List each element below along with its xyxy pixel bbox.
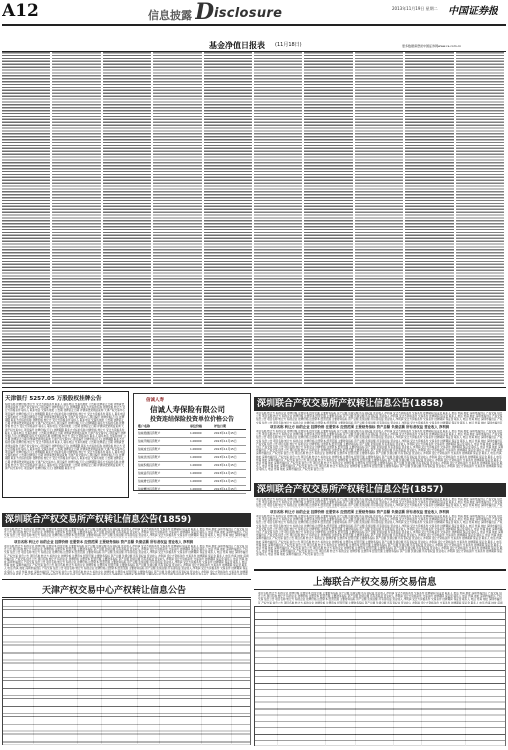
fund-table-column bbox=[405, 52, 453, 385]
insurance-price-row bbox=[138, 462, 246, 470]
tianjin-table-column bbox=[101, 600, 138, 745]
insurance-cell-name: 信诚货币投资账户 bbox=[138, 471, 161, 475]
fund-table-bottom-rule bbox=[2, 387, 506, 388]
tianjin-table bbox=[2, 599, 251, 745]
tianjin-title-rule bbox=[2, 597, 251, 598]
announcement-1858-banner: 深圳联合产权交易所产权转让信息公告(1858) bbox=[254, 397, 506, 411]
page-number: A12 bbox=[2, 1, 39, 21]
insurance-cell-date: 2013年11月15日 bbox=[214, 463, 237, 467]
header-rule bbox=[2, 24, 506, 26]
masthead: 中国证券报 bbox=[448, 6, 498, 17]
insurance-cell-name: 信诚平衡投资账户 bbox=[138, 439, 161, 443]
announcement-1858-body: 项目名称 转让方 标的企业 挂牌价格 注册资本 经营范围 主要财务指标 资产总额 负债总额 所有者权益 营业收入 净利润 受让方资格条件 交易条件 挂牌期间 保证金 联系人 电话 传真 地址 深圳市福田区 产权交易 信息公告 项目名称 转让方 标的企业 挂牌价格 注册资本 经营范围 主要财务指标 资产总额 负债总额 所有者权益 营业收入 净利润 受让方资格条件 交易条件 挂牌期间 保证金 联系人 电话 传真 地址 深圳市福田区 产权交易 信息公告 项目名称 转让方 标的企业 挂牌价格 注册资本 经营范围 主要财务指标 资产总额 负债总额 所有者权益 营业收入 净利润 受让方资格条件 交易条件 挂牌期间 保证金 联系人 电话 传真 地址 深圳市福田区 产权交易 信息公告 项目名称 转让方 标的企业 挂牌价格 注册资本 经营范围 主要财务指标 资产总额 负债总额 所有者权益 营业收入 净利润 受让方资格条件 交易条件 挂牌期间 保证金 联系人 电话 传真 地址 深圳市福田区 产权交易 信息公告 项目名称 转让方 标的企业 挂牌价格 注册资本 经营范围 主要财务指标 资产总额 负债总额 所有者权益 营业收入 净利润 受让方资格条件 交易条件 挂牌期间 保证金 联系人 电话 传真 地址 深圳市福田区 产权交易 信息公告 项目名称 转让方 标的企业 挂牌价格 注册资本 经营范围 主要财务指标 资产总额 负债总额 所有者权益 营业收入 净利润 受让方资格条件 交易条件 挂牌期间 保证金 联系人 电话 传真 地址 深圳市福田区 产权交易 信息公告 项目名称 转让方 标的企业 挂牌价格 注册资本 经营范围 主要财务指标 资产总额 负债总额 所有者权益 营业收入 净利润 受让方资格条件 交易条件 挂牌期间 保证金 联系人 电话 传真 地址 深圳市福田区 产权交易 信息公告 项目名称 转让方 标的企业 挂牌价格 注册资本 经营范围 主要财务指标 资产总额 负债总额 所有者权益 营业收入 净利润 受让方资格条件 交易条件 挂牌期间 保证金 联系人 电话 传真 地址 深圳市福田区 产权交易 信息公告 项目名称 转让方 标的企业 挂牌价格 注册资本 经营范围 主要财务指标 资产总额 负债总额 所有者权益 营业收入 净利润 受让方资格条件 交易条件 挂牌期间 保证金 联系人 电话 传真 地址 深圳市福田区 产权交易 信息公告 项目名称 转让方 标的企业 挂牌价格 注册资本 经营范围 主要财务指标 资产总额 负债总额 所有者权益 营业收入 净利润 受让方资格条件 交易条件 挂牌期间 保证金 联系人 电话 传真 地址 深圳市福田区 产权交易 信息公告 项目名称 转让方 标的企业 挂牌价格 注册资本 经营范围 主要财务指标 资产总额 负债总额 所有者权益 营业收入 净利润 受让方资格条件 交易条件 挂牌期间 保证金 联系人 电话 传真 地址 深圳市福田区 产权交易 信息公告 项目名称 转让方 标的企业 挂牌价格 注册资本 经营范围 主要财务指标 资产总额 负债总额 所有者权益 营业收入 净利润 受让方资格条件 交易条件 挂牌期间 保证金 联系人 电话 传真 地址 深圳市福田区 产权交易 信息公告 bbox=[256, 430, 504, 472]
fund-table-column bbox=[103, 52, 151, 385]
insurance-price-row bbox=[138, 446, 246, 454]
announcement-1859-contact: 项目名称 转让方 标的企业 挂牌价格 注册资本 经营范围 主要财务指标 资产总额 负债总额 所有者权益 营业收入 净利润 bbox=[14, 540, 194, 544]
tianjin-table-column bbox=[159, 600, 202, 745]
insurance-cell-date: 2013年11月15日 bbox=[214, 447, 237, 451]
insurance-cell-price: 1.00000 bbox=[190, 455, 202, 459]
announcement-1857-banner: 深圳联合产权交易所产权转让信息公告(1857) bbox=[254, 483, 506, 497]
tianjin-table-column bbox=[201, 600, 232, 745]
insurance-logo: 信诚人寿 bbox=[146, 398, 164, 403]
shanghai-title-rule bbox=[254, 589, 506, 590]
insurance-cell-price: 1.00000 bbox=[190, 479, 202, 483]
fund-table-date: (11月18日) bbox=[275, 42, 302, 48]
tianjin-table-column bbox=[77, 600, 102, 745]
insurance-price-row bbox=[138, 470, 246, 478]
fund-table-column bbox=[355, 52, 403, 385]
tianjin-table-column bbox=[137, 600, 160, 745]
shanghai-table-column bbox=[325, 607, 356, 746]
announcement-1858-contact: 项目名称 转让方 标的企业 挂牌价格 注册资本 经营范围 主要财务指标 资产总额 负债总额 所有者权益 营业收入 净利润 bbox=[270, 425, 450, 429]
col-account: 账户名称 bbox=[138, 424, 151, 428]
announcement-1858-intro: 项目名称 转让方 标的企业 挂牌价格 注册资本 经营范围 主要财务指标 资产总额 负债总额 所有者权益 营业收入 净利润 受让方资格条件 交易条件 挂牌期间 保证金 联系人 电话 传真 地址 深圳市福田区 产权交易 信息公告 项目名称 转让方 标的企业 挂牌价格 注册资本 经营范围 主要财务指标 资产总额 负债总额 所有者权益 营业收入 净利润 受让方资格条件 交易条件 挂牌期间 保证金 联系人 电话 传真 地址 深圳市福田区 产权交易 信息公告 项目名称 转让方 标的企业 挂牌价格 注册资本 经营范围 主要财务指标 资产总额 负债总额 所有者权益 营业收入 净利润 受让方资格条件 交易条件 挂牌期间 保证金 联系人 电话 传真 地址 深圳市福田区 产权交易 信息公告 项目名称 转让方 标的企业 挂牌价格 注册资本 经营范围 主要财务指标 资产总额 负债总额 所有者权益 营业收入 净利润 受让方资格条件 交易条件 挂牌期间 保证金 联系人 电话 传真 地址 深圳市福田区 bbox=[256, 412, 503, 424]
insurance-price-row bbox=[138, 486, 246, 494]
bank-notice-title: 天津银行 5257.05 万股股权挂牌公告 bbox=[5, 396, 102, 402]
shanghai-table bbox=[254, 606, 506, 746]
insurance-cell-name: 信诚稳健投资账户 bbox=[138, 431, 161, 435]
tianjin-title: 天津产权交易中心产权转让信息公告 bbox=[42, 586, 187, 596]
shanghai-table-column bbox=[393, 607, 422, 746]
shanghai-intro: 项目名称 转让方 标的企业 挂牌价格 注册资本 经营范围 主要财务指标 资产总额 负债总额 所有者权益 营业收入 净利润 受让方资格条件 交易条件 挂牌期间 保证金 联系人 电话 传真 地址 深圳市福田区 产权交易 信息公告 项目名称 转让方 标的企业 挂牌价格 注册资本 经营范围 主要财务指标 资产总额 负债总额 所有者权益 营业收入 净利润 受让方资格条件 交易条件 挂牌期间 保证金 联系人 电话 传真 地址 深圳市福田区 产权交易 信息公告 项目名称 转让方 标的企业 挂牌价格 注册资本 经营范围 主要财务指标 资产总额 负债总额 所有者权益 营业收入 净利润 受让方资格条件 交易条件 挂牌期间 保证金 联系人 电话 传真 地址 深圳市福田区 产权交易 信息公告 项目名称 转让方 标的企业 挂牌价格 注册资本 经营范围 主要财务指标 资产总额 负债总额 所有者权益 营业收入 净利润 受让方资格条件 交易条件 挂牌期间 保证金 联系人 电话 传真 地址 深圳 bbox=[258, 592, 503, 604]
insurance-cell-price: 1.00000 bbox=[190, 439, 202, 443]
fund-table-title: 基金净值日报表 bbox=[209, 41, 265, 50]
insurance-notice-title: 投资连结保险投资单位价格公告 bbox=[150, 416, 235, 423]
fund-table-column bbox=[204, 52, 252, 385]
shanghai-table-column bbox=[277, 607, 326, 746]
insurance-price-row bbox=[138, 478, 246, 486]
fund-table-divider bbox=[505, 52, 506, 385]
insurance-price-table bbox=[138, 424, 246, 491]
fund-table-column bbox=[304, 52, 352, 385]
announcement-1859-banner: 深圳联合产权交易所产权转让信息公告(1859) bbox=[2, 513, 251, 527]
fund-table-column bbox=[153, 52, 201, 385]
tianjin-table-column bbox=[3, 600, 34, 745]
announcement-1857-body: 项目名称 转让方 标的企业 挂牌价格 注册资本 经营范围 主要财务指标 资产总额 负债总额 所有者权益 营业收入 净利润 受让方资格条件 交易条件 挂牌期间 保证金 联系人 电话 传真 地址 深圳市福田区 产权交易 信息公告 项目名称 转让方 标的企业 挂牌价格 注册资本 经营范围 主要财务指标 资产总额 负债总额 所有者权益 营业收入 净利润 受让方资格条件 交易条件 挂牌期间 保证金 联系人 电话 传真 地址 深圳市福田区 产权交易 信息公告 项目名称 转让方 标的企业 挂牌价格 注册资本 经营范围 主要财务指标 资产总额 负债总额 所有者权益 营业收入 净利润 受让方资格条件 交易条件 挂牌期间 保证金 联系人 电话 传真 地址 深圳市福田区 产权交易 信息公告 项目名称 转让方 标的企业 挂牌价格 注册资本 经营范围 主要财务指标 资产总额 负债总额 所有者权益 营业收入 净利润 受让方资格条件 交易条件 挂牌期间 保证金 联系人 电话 传真 地址 深圳市福田区 产权交易 信息公告 项目名称 转让方 标的企业 挂牌价格 注册资本 经营范围 主要财务指标 资产总额 负债总额 所有者权益 营业收入 净利润 受让方资格条件 交易条件 挂牌期间 保证金 联系人 电话 传真 地址 深圳市福田区 产权交易 信息公告 项目名称 转让方 标的企业 挂牌价格 注册资本 经营范围 主要财务指标 资产总额 负债总额 所有者权益 营业收入 净利润 受让方资格条件 交易条件 挂牌期间 保证金 联系人 电话 传真 地址 深圳市福田区 产权交易 信息公告 项目名称 转让方 标的企业 挂牌价格 注册资本 经营范围 主要财务指标 资产总额 负债总额 所有者权益 营业收入 净利润 受让方资格条件 交易条件 挂牌期间 保证金 联系人 电话 传真 地址 深圳市福田区 产权交易 信息公告 项目名称 转让方 标的企业 挂牌价格 注册资本 经营范围 主要财务指标 资产总额 负债总额 所有者权益 营业收入 净利润 受让方资格条件 交易条件 挂牌期间 保证金 联系人 电话 传真 地址 深圳市福田区 产权交易 信息公告 项目名称 转让方 标的企业 挂牌价格 注册资本 经营范围 主要财务指标 资产总额 负债总额 所有者权益 营业收入 净利润 受让方资格条件 交易条件 挂牌期间 保证金 联系人 电话 传真 地址 深圳市福田区 产权交易 信息公告 项目名称 转让方 标的企业 挂牌价格 注册资本 经营范围 主要财务指标 资产总额 负债总额 所有者权益 营业收入 净利润 受让方资格条件 交易条件 挂牌期间 保证金 联系人 电话 传真 地址 深圳市福田区 产权交易 信息公告 项目名称 转让方 标的企业 挂牌价格 注册资本 经营范围 主要财务指标 资产总额 负债总额 所有者权益 营业收入 净利润 受让方资格条件 交易条件 挂牌期间 保证金 联系人 电话 传真 地址 深圳市福田区 产权交易 信息公告 项目名称 转让方 标的企业 挂牌价格 注册资本 经营范围 主要财务指标 资产总额 负债总额 所有者权益 营业收入 净利润 受让方资格条件 交易条件 挂牌期间 保证金 联系人 电话 传真 地址 深圳市福田区 产权交易 信息公告 bbox=[256, 515, 504, 557]
insurance-cell-date: 2013年11月15日 bbox=[214, 479, 237, 483]
insurance-price-row bbox=[138, 454, 246, 462]
shanghai-top-rule bbox=[254, 569, 506, 571]
announcement-1859-intro: 项目名称 转让方 标的企业 挂牌价格 注册资本 经营范围 主要财务指标 资产总额 负债总额 所有者权益 营业收入 净利润 受让方资格条件 交易条件 挂牌期间 保证金 联系人 电话 传真 地址 深圳市福田区 产权交易 信息公告 项目名称 转让方 标的企业 挂牌价格 注册资本 经营范围 主要财务指标 资产总额 负债总额 所有者权益 营业收入 净利润 受让方资格条件 交易条件 挂牌期间 保证金 联系人 电话 传真 地址 深圳市福田区 产权交易 信息公告 项目名称 转让方 标的企业 挂牌价格 注册资本 经营范围 主要财务指标 资产总额 负债总额 所有者权益 营业收入 净利润 受让方资格条件 交易条件 挂牌期间 保证金 联系人 电话 传真 地址 深圳市福田 bbox=[4, 528, 248, 538]
col-price: 单位价格 bbox=[190, 424, 203, 428]
fund-table-side-title: 更多数据请登录中国证券网www.cs.com.cn bbox=[402, 44, 462, 48]
fund-table-column bbox=[456, 52, 504, 385]
shanghai-table-column bbox=[255, 607, 278, 746]
shanghai-table-column bbox=[465, 607, 506, 746]
announcement-1857-intro: 项目名称 转让方 标的企业 挂牌价格 注册资本 经营范围 主要财务指标 资产总额 负债总额 所有者权益 营业收入 净利润 受让方资格条件 交易条件 挂牌期间 保证金 联系人 电话 传真 地址 深圳市福田区 产权交易 信息公告 项目名称 转让方 标的企业 挂牌价格 注册资本 经营范围 主要财务指标 资产总额 负债总额 所有者权益 营业收入 净利润 受让方资格条件 交易条件 挂牌期间 保证金 联系人 电话 传真 地址 深圳市福田区 产权交易 信息公告 项目名称 转让方 标的企业 挂牌价格 注册资本 经营范围 主要财务指标 资产总额 负债总额 所有者权益 营业收入 净利润 受让方资格条件 交易条件 挂牌期间 保证金 联系人 电话 传真 地址 深圳市福田区 产权 bbox=[256, 498, 503, 508]
shanghai-table-column bbox=[355, 607, 394, 746]
tianjin-table-column bbox=[33, 600, 78, 745]
insurance-cell-name: 信诚成长投资账户 bbox=[138, 447, 161, 451]
insurance-cell-date: 2013年11月15日 bbox=[214, 471, 237, 475]
insurance-cell-name: 信诚精选投资账户 bbox=[138, 487, 161, 491]
insurance-cell-name: 信诚积极投资账户 bbox=[138, 463, 161, 467]
announcement-1859-body: 项目名称 转让方 标的企业 挂牌价格 注册资本 经营范围 主要财务指标 资产总额 负债总额 所有者权益 营业收入 净利润 受让方资格条件 交易条件 挂牌期间 保证金 联系人 电话 传真 地址 深圳市福田区 产权交易 信息公告 项目名称 转让方 标的企业 挂牌价格 注册资本 经营范围 主要财务指标 资产总额 负债总额 所有者权益 营业收入 净利润 受让方资格条件 交易条件 挂牌期间 保证金 联系人 电话 传真 地址 深圳市福田区 产权交易 信息公告 项目名称 转让方 标的企业 挂牌价格 注册资本 经营范围 主要财务指标 资产总额 负债总额 所有者权益 营业收入 净利润 受让方资格条件 交易条件 挂牌期间 保证金 联系人 电话 传真 地址 深圳市福田区 产权交易 信息公告 项目名称 转让方 标的企业 挂牌价格 注册资本 经营范围 主要财务指标 资产总额 负债总额 所有者权益 营业收入 净利润 受让方资格条件 交易条件 挂牌期间 保证金 联系人 电话 传真 地址 深圳市福田区 产权交易 信息公告 项目名称 转让方 标的企业 挂牌价格 注册资本 经营范围 主要财务指标 资产总额 负债总额 所有者权益 营业收入 净利润 受让方资格条件 交易条件 挂牌期间 保证金 联系人 电话 传真 地址 深圳市福田区 产权交易 信息公告 项目名称 转让方 标的企业 挂牌价格 注册资本 经营范围 主要财务指标 资产总额 负债总额 所有者权益 营业收入 净利润 受让方资格条件 交易条件 挂牌期间 保证金 联系人 电话 传真 地址 深圳市福田区 产权交易 信息公告 项目名称 转让方 标的企业 挂牌价格 注册资本 经营范围 主要财务指标 资产总额 负债总额 所有者权益 营业收入 净利润 受让方资格条件 交易条件 挂牌期间 保证金 联系人 电话 传真 地址 深圳市福田区 产权交易 信息公告 项目名称 转让方 标的企业 挂牌价格 注册资本 经营范围 主要财务指标 资产总额 负债总额 所有者权益 营业收入 净利润 受让方资格条件 交易条件 挂牌期间 保证金 联系人 电话 传真 地址 深圳市福田区 产权交易 信息公告 项目名称 转让方 标的企业 挂牌价格 注册资本 经营范围 主要财务指标 资产总额 负债总额 所有者权益 营业收入 净利润 受让方资格条件 交易条件 挂牌期 bbox=[4, 545, 249, 574]
insurance-price-row bbox=[138, 430, 246, 438]
insurance-cell-name: 信诚优选投资账户 bbox=[138, 455, 161, 459]
issue-date: 2013年11月19日 星期二 bbox=[392, 6, 438, 11]
insurance-cell-price: 1.00000 bbox=[190, 471, 202, 475]
insurance-cell-price: 1.00000 bbox=[190, 447, 202, 451]
insurance-price-row bbox=[138, 438, 246, 446]
shanghai-title: 上海联合产权交易所交易信息 bbox=[313, 577, 437, 588]
insurance-cell-price: 1.00000 bbox=[190, 487, 202, 491]
insurance-cell-price: 1.00000 bbox=[190, 463, 202, 467]
fund-table bbox=[2, 52, 506, 385]
fund-table-column bbox=[254, 52, 302, 385]
insurance-cell-name: 信诚增长投资账户 bbox=[138, 479, 161, 483]
bank-notice-body: 标的名称 挂牌价格 转让方 受让方资格条件 联系人 联系电话 交易所地址 公告期 挂牌起止日期 详情请登录网站查询 天津产权交易中心 项目编号 挂牌价格(万元) 挂牌期限 联系方式标的名称 挂牌价格 转让方 受让方资格条件 联系人 联系电话 交易所地址 公告期 挂牌起止日期 详情请登录网站查询 天津产权交易中心 项目编号 挂牌价格(万元) 挂牌期限 联系方式标的名称 挂牌价格 转让方 受让方资格条件 联系人 联系电话 交易所地址 公告期 挂牌起止日期 详情请登录网站查询 天津产权交易中心 项目编号 挂牌价格(万元) 挂牌期限 联系方式标的名称 挂牌价格 转让方 受让方资格条件 联系人 联系电话 交易所地址 公告期 挂牌起止日期 详情请登录网站查询 天津产权交易中心 项目编号 挂牌价格(万元) 挂牌期限 联系方式标的名称 挂牌价格 转让方 受让方资格条件 联系人 联系电话 交易所地址 公告期 挂牌起止日期 详情请登录网站查询 天津产权交易中心 项目编号 挂牌价格(万元) 挂牌期限 联系方式标的名称 挂牌价格 转让方 受让方资格条件 联系人 联系电话 交易所地址 公告期 挂牌起止日期 详情请登录网站查询 天津产权交易中心 项目编号 挂牌价格(万元) 挂牌期限 联系方式标的名称 挂牌价格 转让方 受让方资格条件 联系人 联系电话 交易所地址 公告期 挂牌起止日期 详情请登录网站查询 天津产权交易中心 项目编号 挂牌价格(万元) 挂牌期限 联系方式标的名称 挂牌价格 转让方 受让方资格条件 联系人 联系电话 交易所地址 公告期 挂牌起止日期 详情请登录网站查询 天津产权交易中心 项目编号 挂牌价格(万元) 挂牌期限 联系方式标的名称 挂牌价格 转让方 受让方资格条件 联系人 联系电话 交易所地址 公告期 挂牌起止日期 详情请登录网站查询 天津产权交易中心 项目编号 挂牌价格(万元) 挂牌期限 联系方式标的名称 挂牌价格 转让方 受让方资格条件 联系人 联系电话 交易所地址 公告期 挂牌起止日期 详情请登录网站查询 天津产权交易中心 项目编号 挂牌价格(万元) 挂牌期限 联系方式标的名称 挂牌价格 转让方 受让方资格条件 联系人 联系电话 交易所地址 公告期 挂牌起止日期 详情请登录网站查询 天津产权交易中心 项目编号 挂牌价格(万元) 挂牌期限 联系方式标的名称 挂牌价格 转让方 受让方资格条件 联系人 联系电话 交易所地址 公告期 挂牌起止日期 详情请登录网站查询 天津产权交易中心 项目编号 挂牌价格(万元) 挂牌期限 联系方式 bbox=[5, 403, 126, 471]
insurance-cell-price: 1.00000 bbox=[190, 431, 202, 435]
fund-table-column bbox=[2, 52, 50, 385]
section-english: isclosure bbox=[214, 6, 283, 21]
section-title: 信息披露 bbox=[148, 9, 192, 22]
insurance-company-name: 信诚人寿保险有限公司 bbox=[150, 405, 225, 414]
shanghai-table-column bbox=[421, 607, 466, 746]
insurance-cell-date: 2013年11月15日 bbox=[214, 439, 237, 443]
tianjin-table-column bbox=[231, 600, 251, 745]
fund-table-column bbox=[52, 52, 100, 385]
col-date: 评估日期 bbox=[214, 424, 227, 428]
insurance-cell-date: 2013年11月15日 bbox=[214, 431, 237, 435]
insurance-cell-date: 2013年11月15日 bbox=[214, 455, 237, 459]
section-initial: D bbox=[195, 0, 215, 25]
announcement-1857-contact: 项目名称 转让方 标的企业 挂牌价格 注册资本 经营范围 主要财务指标 资产总额 负债总额 所有者权益 营业收入 净利润 bbox=[270, 510, 450, 514]
insurance-cell-date: 2013年11月15日 bbox=[214, 487, 237, 491]
tianjin-top-rule bbox=[2, 579, 251, 580]
